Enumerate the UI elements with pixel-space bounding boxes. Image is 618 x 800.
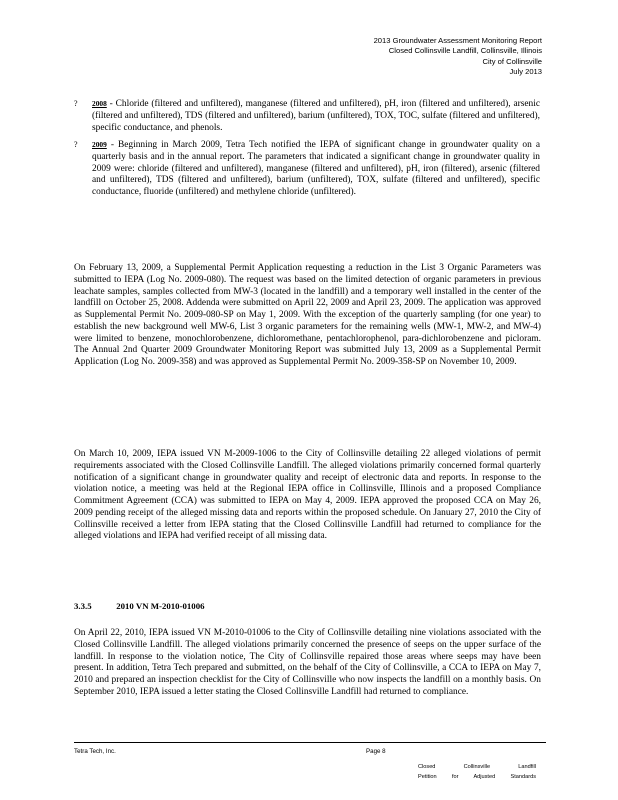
- footer-company: Tetra Tech, Inc.: [74, 748, 116, 755]
- paragraph-supplemental-permit: On February 13, 2009, a Supplemental Permit Application requesting a reduction in the List 3 Organic Parameters was submitted to IEPA (Log No. 2009-080). The request was based on the limited detection of organic parameters in previous leachate samples, samples collected from MW-3 (located in the landfill) and a temporary well installed in the center of the landfill on October 25, 2008. Addenda were submitted on April 22, 2009 and April 23, 2009. The application was approved as Supplemental Permit No. 2009-080-SP on May 1, 2009. With the exception of the quarterly sampling (for one year) to establish the new background well MW-6, List 3 organic parameters for the remaining wells (MW-1, MW-2, and MW-4) were limited to benzene, monochlorobenzene, dichloromethane, pentachlorophenol, para-dichlorobenzene and picloram. The Annual 2nd Quarter 2009 Groundwater Monitoring Report was submitted July 13, 2009 as a Supplemental Permit Application (Log No. 2009-358) and was approved as Supplemental Permit No. 2009-358-SP on November 10, 2009.: [74, 263, 541, 367]
- footer-document-line2: Petition for Adjusted Standards: [418, 774, 536, 780]
- parameter-bullet-list: [74, 98, 540, 203]
- section-title: 2010 VN M-2010-01006: [116, 601, 205, 611]
- header-report-title: 2013 Groundwater Assessment Monitoring Report: [373, 36, 542, 45]
- section-number: 3.3.5: [74, 601, 92, 611]
- bullet-year: 2009: [92, 139, 107, 149]
- header-site-name: Closed Collinsville Landfill, Collinsville, Illinois: [388, 46, 542, 56]
- bullet-text: - Beginning in March 2009, Tetra Tech notified the IEPA of significant change in groundwater quality on a quarterly basis and in the annual report. The parameters that indicated a significant change in groundwater quality in 2009 were: chloride (filtered and unfiltered), manganese (filtered and unfiltered), pH, iron (filtered), arsenic (filtered and unfiltered), TDS (filtered and unfiltered), barium (unfiltered), TOX, sulfate (filtered and unfiltered), specific conductance, fluoride (unfiltered) and methylene chloride (unfiltered).: [92, 139, 540, 198]
- document-header: [374, 36, 542, 78]
- bullet-text: - Chloride (filtered and unfiltered), manganese (filtered and unfiltered), pH, iron (filtered and unfiltered), arsenic (filtered and unfiltered), TDS (filtered and unfiltered), barium (unfiltered), TOX, TOC, sulfate (filtered and unfiltered), specific conductance, and phenols.: [92, 99, 540, 133]
- footer-divider: [74, 742, 546, 743]
- footer-document-name: [418, 762, 536, 782]
- footer-page-number: Page 8: [366, 748, 386, 755]
- bullet-marker: ?: [74, 99, 78, 108]
- paragraph-violation-notice-2010: On April 22, 2010, IEPA issued VN M-2010-01006 to the City of Collinsville detailing nine violations associated with the Closed Collinsville Landfill. The alleged violations primarily concerned the presence of seeps on the upper surface of the landfill. In response to the violation notice, The City of Collinsville repaired those areas where seeps may have been present. In addition, Tetra Tech prepared and submitted, on the behalf of the City of Collinsville, a CCA to IEPA on May 7, 2010 and prepared an inspection checklist for the City of Collinsville who now inspects the landfill on a monthly basis. On September 2010, IEPA issued a letter stating the Closed Collinsville Landfill had returned to compliance.: [74, 628, 541, 697]
- bullet-year: 2008: [92, 99, 107, 108]
- section-heading: [74, 601, 205, 611]
- bullet-2009: [74, 139, 540, 200]
- paragraph-violation-notice-2009: On March 10, 2009, IEPA issued VN M-2009-1006 to the City of Collinsville detailing 22 alleged violations of permit requirements associated with the Closed Collinsville Landfill. The alleged violations primarily concerned formal quarterly notification of a significant change in groundwater quality and receipt of electronic data and reports. In response to the violation notice, a meeting was held at the Regional IEPA office in Collinsville, Illinois and a proposed Compliance Commitment Agreement (CCA) was submitted to IEPA on May 4, 2009. IEPA approved the proposed CCA on May 26, 2009 pending receipt of the alleged missing data and reports within the proposed schedule. On January 27, 2010 the City of Collinsville received a letter from IEPA stating that the Closed Collinsville Landfill had returned to compliance for the alleged violations and IEPA had verified receipt of all missing data.: [74, 449, 541, 542]
- bullet-marker: ?: [74, 139, 78, 149]
- footer-document-line1: Closed Collinsville Landfill: [418, 764, 536, 770]
- header-date: July 2013: [509, 67, 542, 77]
- header-client: City of Collinsville: [482, 56, 542, 66]
- bullet-2008: [74, 98, 540, 135]
